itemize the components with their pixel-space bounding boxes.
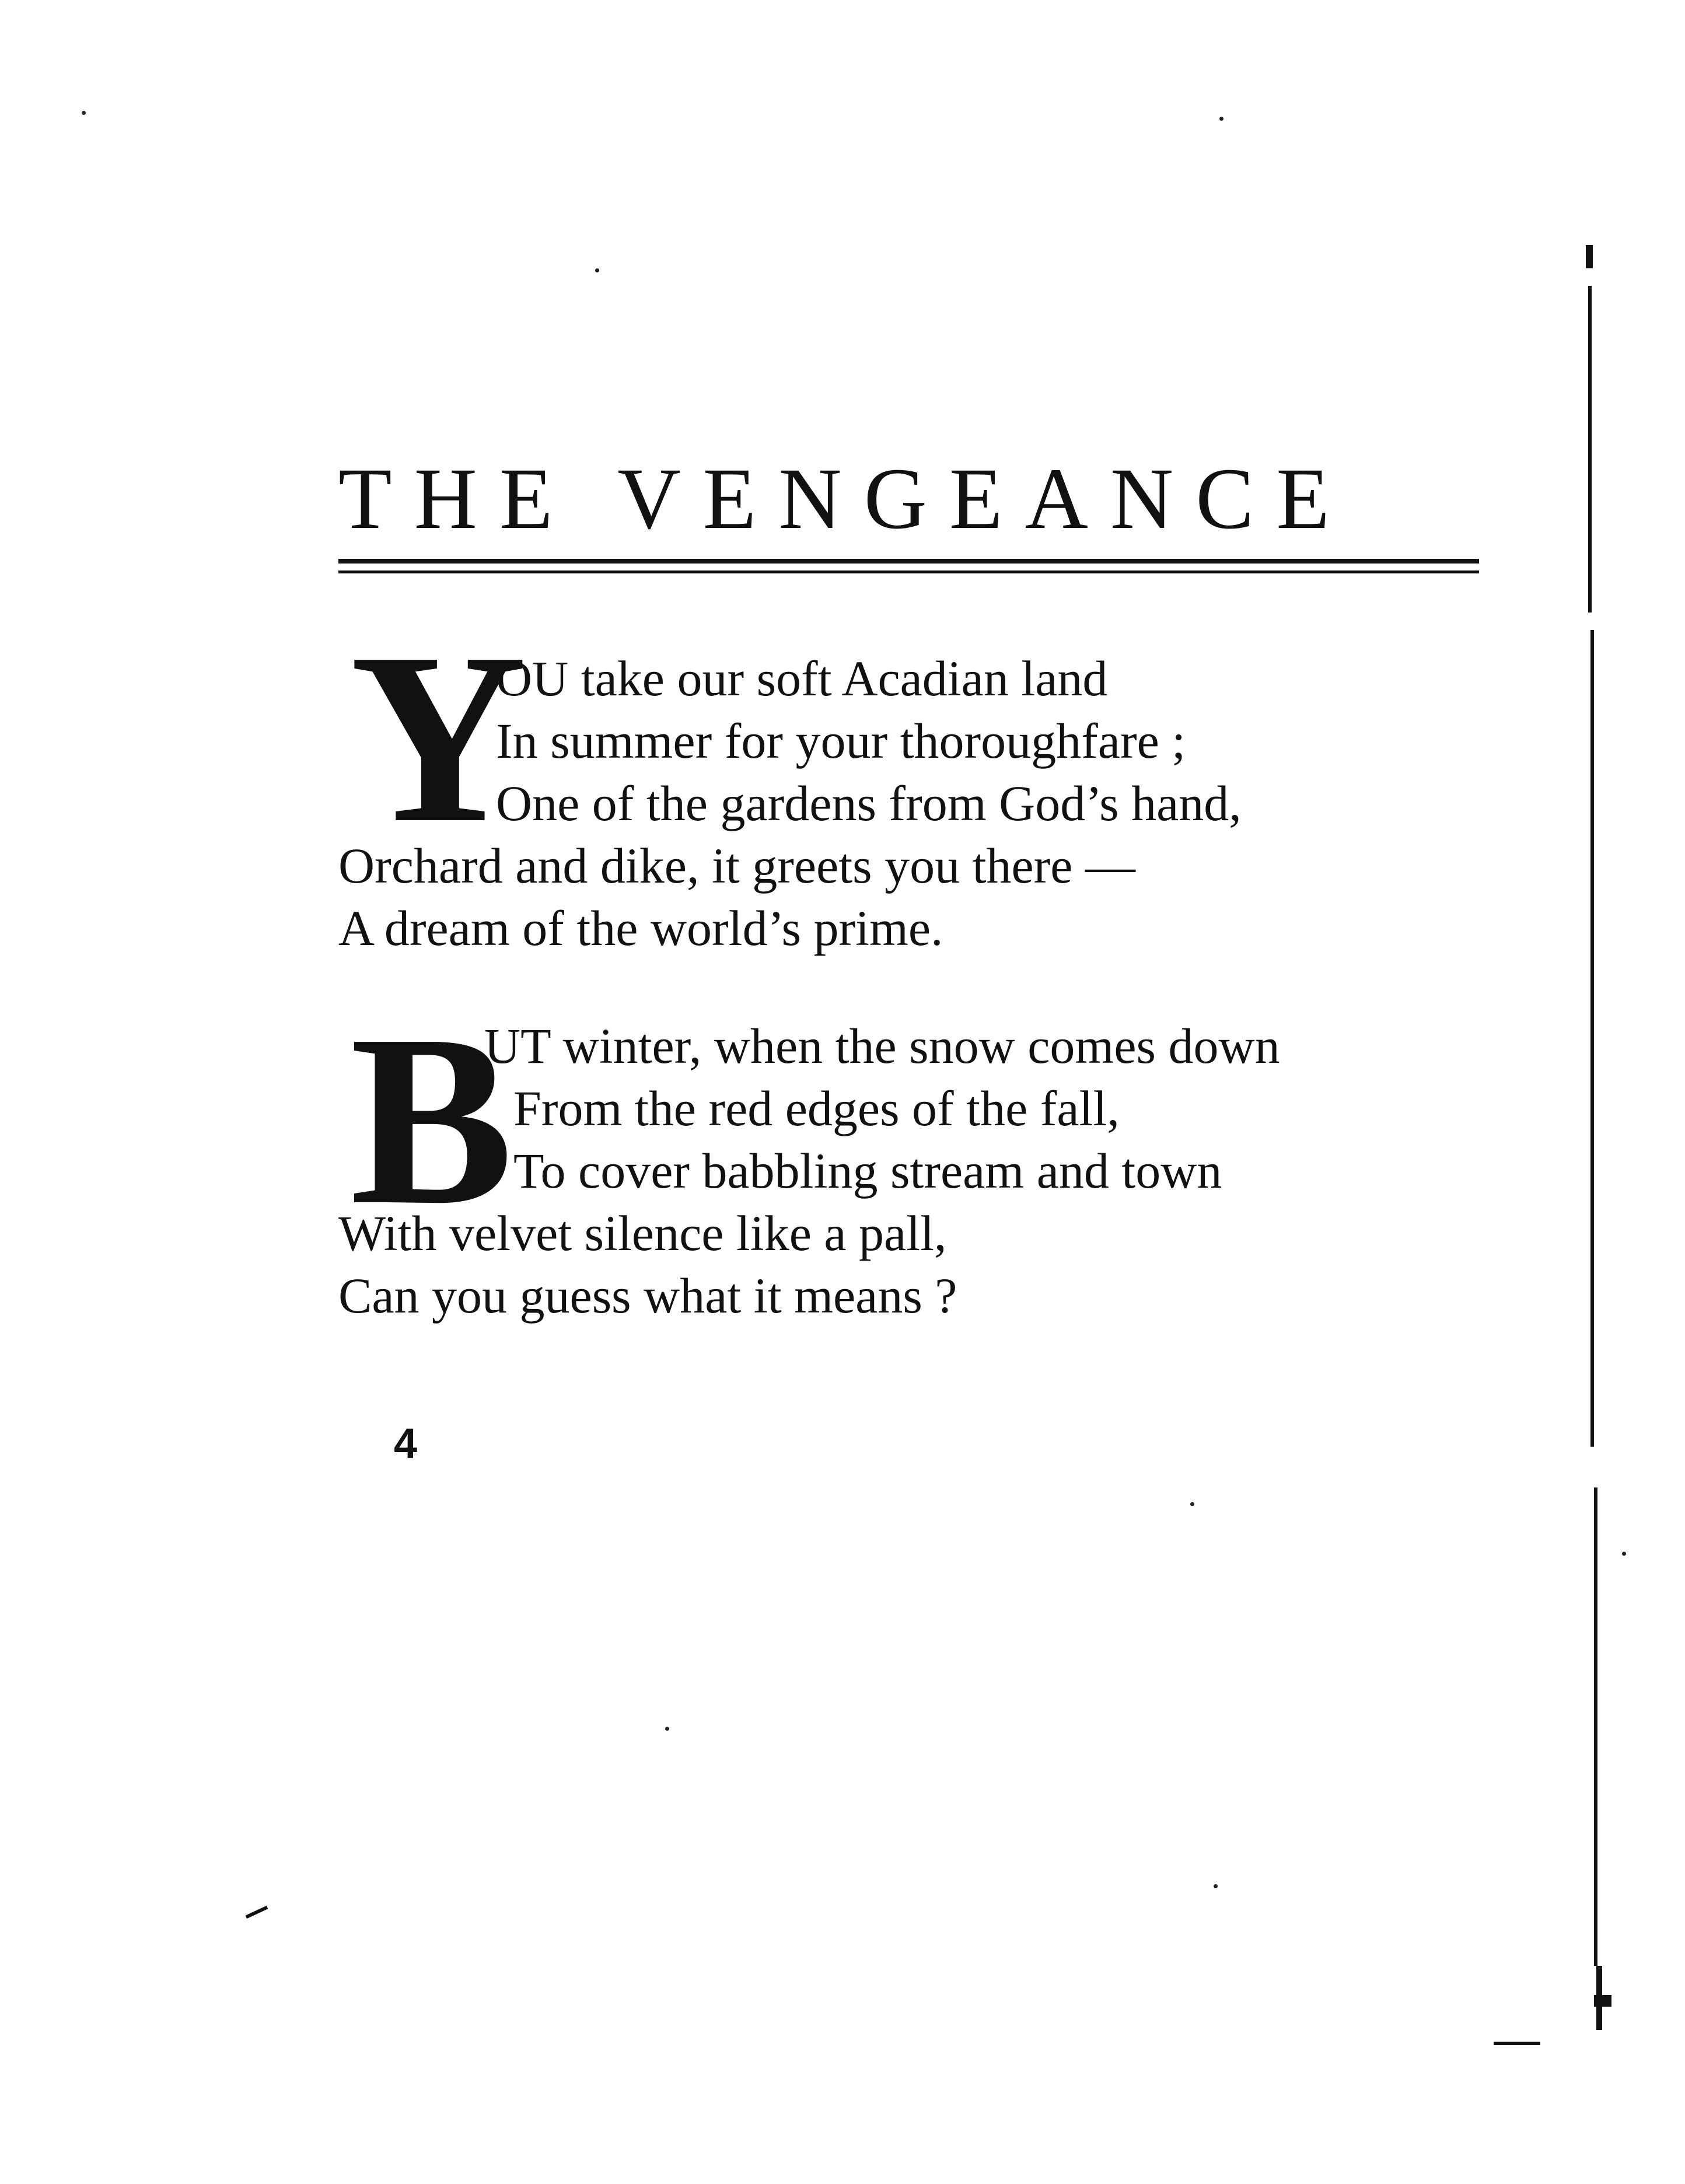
scan-speck [1190, 1502, 1194, 1506]
verse-line: With velvet silence like a pall, [338, 1205, 947, 1261]
binding-edge-mark [1494, 2042, 1540, 2045]
scan-speck [665, 1727, 669, 1731]
binding-edge-line [1588, 286, 1592, 612]
page-title: THE VENGEANCE [338, 450, 1352, 547]
stanza-2 [338, 984, 1476, 1342]
verse-line: One of the gardens from God’s hand, [496, 775, 1242, 831]
verse-line: From the red edges of the fall, [513, 1080, 1120, 1136]
title-rule-thin [338, 570, 1479, 573]
drop-cap-y: Y [350, 602, 527, 873]
stanza-1 [338, 602, 1476, 974]
title-rule-thick [338, 559, 1479, 564]
scan-speck [595, 268, 599, 272]
page-number: 4 [394, 1420, 418, 1467]
verse-line: To cover babbling stream and town [513, 1143, 1222, 1199]
verse-line: In summer for your thoroughfare ; [496, 713, 1186, 769]
binding-edge-line [1594, 1488, 1597, 1966]
binding-edge-mark [1594, 1995, 1611, 2007]
scan-speck [246, 1906, 268, 1919]
verse-line: OU take our soft Acadian land [496, 650, 1108, 706]
verse-line: Can you guess what it means ? [338, 1268, 957, 1324]
scan-speck [1214, 1884, 1218, 1888]
scan-speck [82, 111, 86, 115]
verse-line: UT winter, when the snow comes down [484, 1018, 1280, 1074]
scan-speck [1622, 1552, 1626, 1556]
binding-edge-mark [1586, 245, 1593, 268]
binding-edge-line [1590, 630, 1594, 1447]
verse-line: A dream of the world’s prime. [338, 900, 943, 956]
scan-speck [1219, 117, 1223, 121]
drop-cap-b: B [350, 984, 514, 1255]
verse-line: Orchard and dike, it greets you there — [338, 838, 1135, 894]
